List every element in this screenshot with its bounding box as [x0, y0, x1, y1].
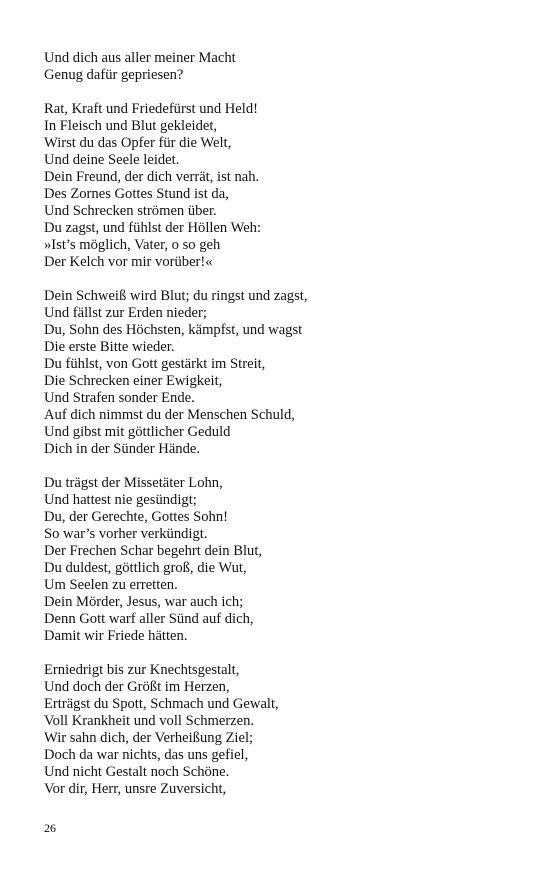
poem-line: Dein Mörder, Jesus, war auch ich; [44, 594, 244, 610]
poem-line: Du, Sohn des Höchsten, kämpfst, und wagst [44, 322, 303, 338]
poem-line: Um Seelen zu erretten. [44, 577, 178, 593]
stanza [44, 101, 524, 271]
poem-line: Und doch der Größt im Herzen, [44, 679, 230, 695]
poem-line: Und fällst zur Erden nieder; [44, 305, 207, 321]
poem-line: Und deine Seele leidet. [44, 152, 180, 168]
poem-line: Und Strafen sonder Ende. [44, 390, 195, 406]
poem-line: Die erste Bitte wieder. [44, 339, 175, 355]
poem-line: Dich in der Sünder Hände. [44, 441, 201, 457]
poem-line: Der Frechen Schar begehrt dein Blut, [44, 543, 263, 559]
stanza [44, 288, 524, 458]
poem-line: Doch da war nichts, das uns gefiel, [44, 747, 249, 763]
poem-line: Denn Gott warf aller Sünd auf dich, [44, 611, 254, 627]
poem-line: Des Zornes Gottes Stund ist da, [44, 186, 229, 202]
stanza [44, 475, 524, 645]
poem-line: Und Schrecken strömen über. [44, 203, 217, 219]
poem-line: »Ist’s möglich, Vater, o so geh [44, 237, 221, 253]
poem-body [44, 50, 524, 815]
poem-line: Du duldest, göttlich groß, die Wut, [44, 560, 247, 576]
poem-line: So war’s vorher verkündigt. [44, 526, 208, 542]
stanza [44, 662, 524, 798]
poem-line: Und gibst mit göttlicher Geduld [44, 424, 231, 440]
page-number: 26 [44, 821, 56, 835]
poem-line: Rat, Kraft und Friedefürst und Held! [44, 101, 258, 117]
poem-line: Erträgst du Spott, Schmach und Gewalt, [44, 696, 279, 712]
poem-line: Auf dich nimmst du der Menschen Schuld, [44, 407, 295, 423]
poem-line: Und nicht Gestalt noch Schöne. [44, 764, 230, 780]
poem-line: Und dich aus aller meiner Macht [44, 50, 236, 66]
stanza [44, 50, 524, 84]
poem-line: Du zagst, und fühlst der Höllen Weh: [44, 220, 262, 236]
poem-line: Dein Schweiß wird Blut; du ringst und zagst, [44, 288, 308, 304]
poem-line: Du trägst der Missetäter Lohn, [44, 475, 223, 491]
poem-line: Damit wir Friede hätten. [44, 628, 188, 644]
poem-line: Du fühlst, von Gott gestärkt im Streit, [44, 356, 266, 372]
poem-line: Vor dir, Herr, unsre Zuversicht, [44, 781, 227, 797]
poem-line: Wir sahn dich, der Verheißung Ziel; [44, 730, 254, 746]
poem-line: Du, der Gerechte, Gottes Sohn! [44, 509, 228, 525]
poem-line: Dein Freund, der dich verrät, ist nah. [44, 169, 260, 185]
poem-line: Die Schrecken einer Ewigkeit, [44, 373, 223, 389]
poem-line: Und hattest nie gesündigt; [44, 492, 197, 508]
poem-line: Voll Krankheit und voll Schmerzen. [44, 713, 255, 729]
poem-line: Der Kelch vor mir vorüber!« [44, 254, 213, 270]
poem-line: Erniedrigt bis zur Knechtsgestalt, [44, 662, 240, 678]
poem-line: Wirst du das Opfer für die Welt, [44, 135, 232, 151]
poem-line: Genug dafür gepriesen? [44, 67, 184, 83]
poem-line: In Fleisch und Blut gekleidet, [44, 118, 218, 134]
